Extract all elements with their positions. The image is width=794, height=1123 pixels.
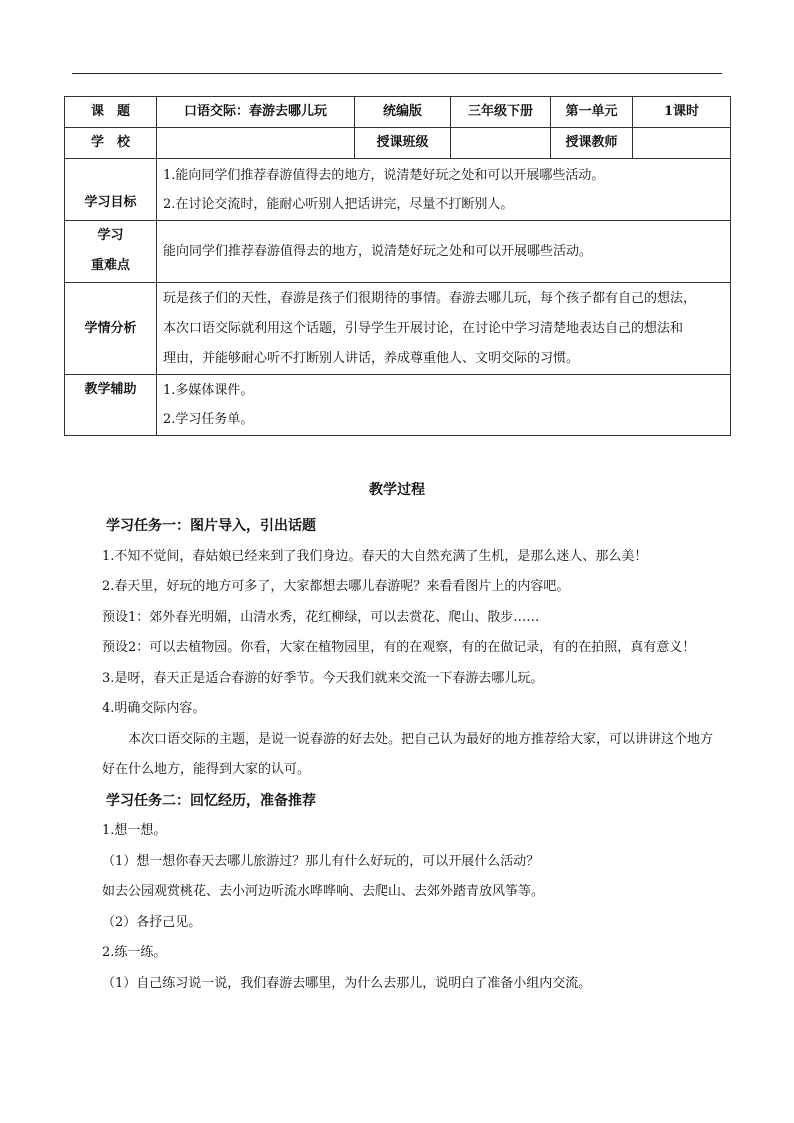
- row-school: [65, 128, 731, 159]
- unit: 第一单元: [551, 97, 633, 128]
- goal-item: 1.能向同学们推荐春游值得去的地方，说清楚好玩之处和可以开展哪些活动。: [163, 167, 605, 183]
- row-aids: [65, 375, 731, 436]
- task1-paragraph: 本次口语交际的主题，是说一说春游的好去处。把自己认为最好的地方推荐给大家，可以讲讲这个地方好在什么地方，能得到大家的认可。: [102, 731, 714, 777]
- task1-line: 4.明确交际内容。: [102, 701, 206, 716]
- goals-label: 学习目标: [65, 159, 157, 221]
- class-value: [451, 128, 551, 159]
- process-body: [102, 511, 732, 999]
- task1-line: 3.是呀，春天正是适合春游的好季节。今天我们就来交流一下春游去哪儿玩。: [102, 670, 544, 686]
- school-label: 学 校: [65, 128, 157, 159]
- analysis-content: [157, 283, 731, 375]
- key-points-text: 能向同学们推荐春游值得去的地方，说清楚好玩之处和可以开展哪些活动。: [163, 244, 593, 259]
- task1-heading: 学习任务一：图片导入，引出话题: [106, 518, 316, 534]
- task2-line: 2.练一练。: [102, 945, 167, 960]
- key-points-label-line2: 重难点: [90, 258, 130, 273]
- task2-line: 1.想一想。: [102, 823, 167, 838]
- key-points-label: [65, 221, 157, 283]
- task2-line: （1）想一想你春天去哪儿旅游过？那儿有什么好玩的，可以开展什么活动？: [102, 853, 540, 869]
- task1-line: 1.不知不觉间，春姑娘已经来到了我们身边。春天的大自然充满了生机，是那么迷人、那么美！: [102, 548, 648, 564]
- analysis-line: 本次口语交际就利用这个话题，引导学生开展讨论，在讨论中学习清楚地表达自己的想法和: [163, 320, 684, 336]
- analysis-label: 学情分析: [65, 283, 157, 375]
- task2-line: 如去公园观赏桃花、去小河边听流水哗哗响、去爬山、去郊外踏青放风筝等。: [102, 884, 545, 899]
- aids-label: 教学辅助: [65, 375, 157, 436]
- grade: 三年级下册: [451, 97, 551, 128]
- goals-content: [157, 159, 731, 221]
- aid-item: 2.学习任务单。: [163, 412, 254, 427]
- header-rule: [72, 73, 722, 74]
- aids-content: [157, 375, 731, 436]
- key-points-label-line1: 学习: [97, 228, 124, 243]
- edition: 统编版: [355, 97, 451, 128]
- lesson-info-table: [64, 96, 731, 436]
- task2-heading: 学习任务二：回忆经历，准备推荐: [106, 792, 316, 809]
- analysis-line: 玩是孩子们的天性，春游是孩子们很期待的事情。春游去哪儿玩，每个孩子都有自己的想法，: [163, 290, 697, 306]
- task1-line: 预设2：可以去植物园。你看，大家在植物园里，有的在观察，有的在做记录，有的在拍照，真有意义！: [102, 640, 696, 655]
- task1-line: 预设1：郊外春光明媚，山清水秀，花红柳绿，可以去赏花、爬山、散步……: [102, 609, 540, 625]
- task1-line: 2.春天里，好玩的地方可多了，大家都想去哪儿春游呢？来看看图片上的内容吧。: [102, 579, 570, 594]
- row-goals: [65, 159, 731, 221]
- school-value: [157, 128, 355, 159]
- key-points-content: [157, 221, 731, 283]
- teacher-label: 授课教师: [551, 128, 633, 159]
- goal-item: 2.在讨论交流时，能耐心听别人把话讲完，尽量不打断别人。: [163, 196, 514, 212]
- process-title: 教学过程: [369, 482, 425, 498]
- course-title: 口语交际：春游去哪儿玩: [157, 97, 355, 128]
- course-label: 课 题: [65, 97, 157, 128]
- teacher-value: [633, 128, 731, 159]
- row-key-points: [65, 221, 731, 283]
- row-course: [65, 97, 731, 128]
- aid-item: 1.多媒体课件。: [163, 383, 254, 398]
- class-label: 授课班级: [355, 128, 451, 159]
- class-hours: 1课时: [633, 97, 731, 128]
- analysis-line: 理由，并能够耐心听不打断别人讲话，养成尊重他人、文明交际的习惯。: [163, 350, 580, 366]
- task2-line: （2）各抒己见。: [102, 914, 202, 930]
- task2-line: （1）自己练习说一说，我们春游去哪里，为什么去那儿，说明白了准备小组内交流。: [102, 975, 592, 991]
- row-analysis: [65, 283, 731, 375]
